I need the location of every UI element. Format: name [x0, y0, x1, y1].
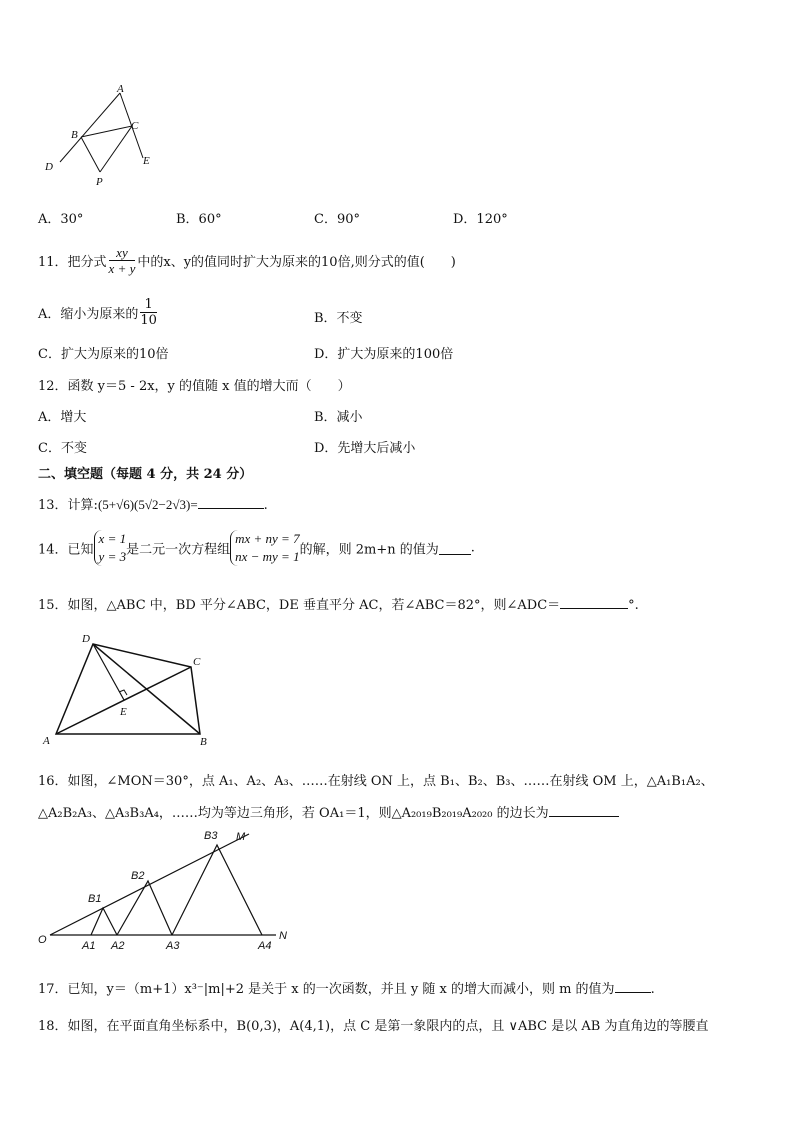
- q15-answer-blank[interactable]: [560, 596, 628, 609]
- q11-option-b: B．不变: [314, 311, 363, 326]
- q12-stem: 12．函数 y＝5 - 2x，y 的值随 x 值的增大而（ ）: [38, 379, 351, 394]
- q16-answer-blank[interactable]: [549, 804, 619, 817]
- fig16-label-a4: A4: [258, 940, 272, 952]
- q17-end: .: [650, 982, 655, 997]
- q10-option-d: D．120°: [453, 212, 508, 227]
- q10-option-c: C．90°: [314, 212, 360, 227]
- fig10-label-c: C: [131, 120, 139, 132]
- q10-option-b: B．60°: [176, 212, 222, 227]
- fig16-label-b2: B2: [131, 870, 145, 882]
- q14-end: .: [470, 540, 475, 556]
- fig16-label-n: N: [279, 930, 287, 942]
- q11-option-a-text: A．缩小为原来的: [38, 307, 139, 322]
- figure-q10: [40, 84, 170, 194]
- fig16-label-a3: A3: [166, 940, 180, 952]
- q16-line-2-text: △A₂B₂A₃、△A₃B₃A₄，……均为等边三角形，若 OA₁＝1，则△A₂₀₁₉B₂₀₁₉A₂₀₂₀ 的边长为: [38, 806, 549, 821]
- q14-system: [230, 530, 299, 566]
- q11-option-c: C．扩大为原来的10倍: [38, 347, 169, 362]
- q11-option-a-fraction: [140, 297, 157, 328]
- q13-expression: (5+√6)(5√2−2√3)=: [97, 497, 198, 512]
- question-14: [38, 530, 475, 566]
- q14-answer-blank[interactable]: [439, 542, 471, 555]
- q12-option-d: D．先增大后减小: [314, 441, 416, 456]
- q11-frac-num: xy: [109, 245, 136, 261]
- fig10-label-b: B: [71, 129, 78, 141]
- question-15: [38, 594, 639, 613]
- fig16-label-b1: B1: [88, 893, 102, 905]
- fig16-label-m: M: [236, 831, 246, 843]
- fig10-label-a: A: [117, 84, 124, 95]
- q17-stem: 17．已知，y＝（m+1）x³⁻|m|+2 是关于 x 的一次函数，并且 y 随 x 的增大而减小，则 m 的值为: [38, 982, 615, 997]
- fig10-label-d: D: [45, 161, 53, 173]
- q14-middle: 是二元一次方程组: [126, 542, 231, 558]
- q16-line-1: 16．如图，∠MON＝30°，点 A₁、A₂、A₃、……在射线 ON 上，点 B₁、B₂、B₃、……在射线 OM 上，△A₁B₁A₂、: [38, 774, 714, 789]
- q11-frac-den: x + y: [108, 261, 136, 276]
- q11-option-a: [38, 297, 159, 328]
- figure-q16: [36, 825, 296, 955]
- q11-fraction: [109, 245, 136, 276]
- fig15-label-b: B: [200, 736, 207, 748]
- fig16-label-a2: A2: [111, 940, 125, 952]
- q14-given-x: x = 1: [98, 531, 127, 546]
- fig10-label-p: P: [96, 176, 103, 188]
- q18-stem: 18．如图，在平面直角坐标系中，B(0,3)，A(4,1)，点 C 是第一象限内的点，且 ∨ABC 是以 AB 为直角边的等腰直: [38, 1019, 709, 1034]
- fig15-label-a: A: [43, 735, 50, 747]
- question-17: [38, 978, 655, 997]
- q13-suffix: .: [263, 498, 268, 513]
- q14-system-eq2: nx − my = 1: [235, 549, 300, 564]
- section-2-title: 二、填空题（每题 4 分，共 24 分）: [38, 467, 253, 482]
- q14-given-y: y = 3: [98, 549, 127, 564]
- q14-prefix: 14．已知: [38, 542, 94, 558]
- q11-option-a-num: 1: [140, 297, 157, 313]
- q17-answer-blank[interactable]: [615, 980, 651, 993]
- q12-option-a: A．增大: [38, 410, 87, 425]
- fig15-label-d: D: [82, 633, 90, 645]
- q15-end: °.: [628, 598, 639, 613]
- fig15-label-e: E: [120, 706, 127, 718]
- q11-option-a-den: 10: [140, 313, 157, 328]
- question-13: [38, 494, 268, 513]
- q11-suffix: 中的x、y的值同时扩大为原来的10倍,则分式的值( ): [137, 255, 456, 270]
- q14-system-eq1: mx + ny = 7: [235, 531, 300, 546]
- fig16-label-a1: A1: [82, 940, 96, 952]
- q14-suffix: 的解，则 2m+n 的值为: [299, 542, 439, 558]
- q11-option-d: D．扩大为原来的100倍: [314, 347, 454, 362]
- q12-option-b: B．减小: [314, 410, 363, 425]
- fig16-label-o: O: [38, 934, 47, 946]
- q13-prefix: 13．计算:: [38, 498, 98, 513]
- fig10-label-e: E: [143, 155, 150, 167]
- q16-line-2: [38, 802, 619, 821]
- fig16-label-b3: B3: [204, 830, 218, 842]
- question-11: [38, 245, 456, 276]
- q10-option-a: A．30°: [38, 212, 84, 227]
- figure-q15: [40, 628, 220, 750]
- q15-stem: 15．如图，△ABC 中，BD 平分∠ABC，DE 垂直平分 AC，若∠ABC＝82°，则∠ADC＝: [38, 598, 561, 613]
- q12-option-c: C．不变: [38, 441, 87, 456]
- q13-answer-blank[interactable]: [198, 496, 264, 509]
- fig15-label-c: C: [193, 656, 201, 668]
- q11-prefix: 11．把分式: [38, 255, 107, 270]
- q14-given-values: [94, 530, 127, 566]
